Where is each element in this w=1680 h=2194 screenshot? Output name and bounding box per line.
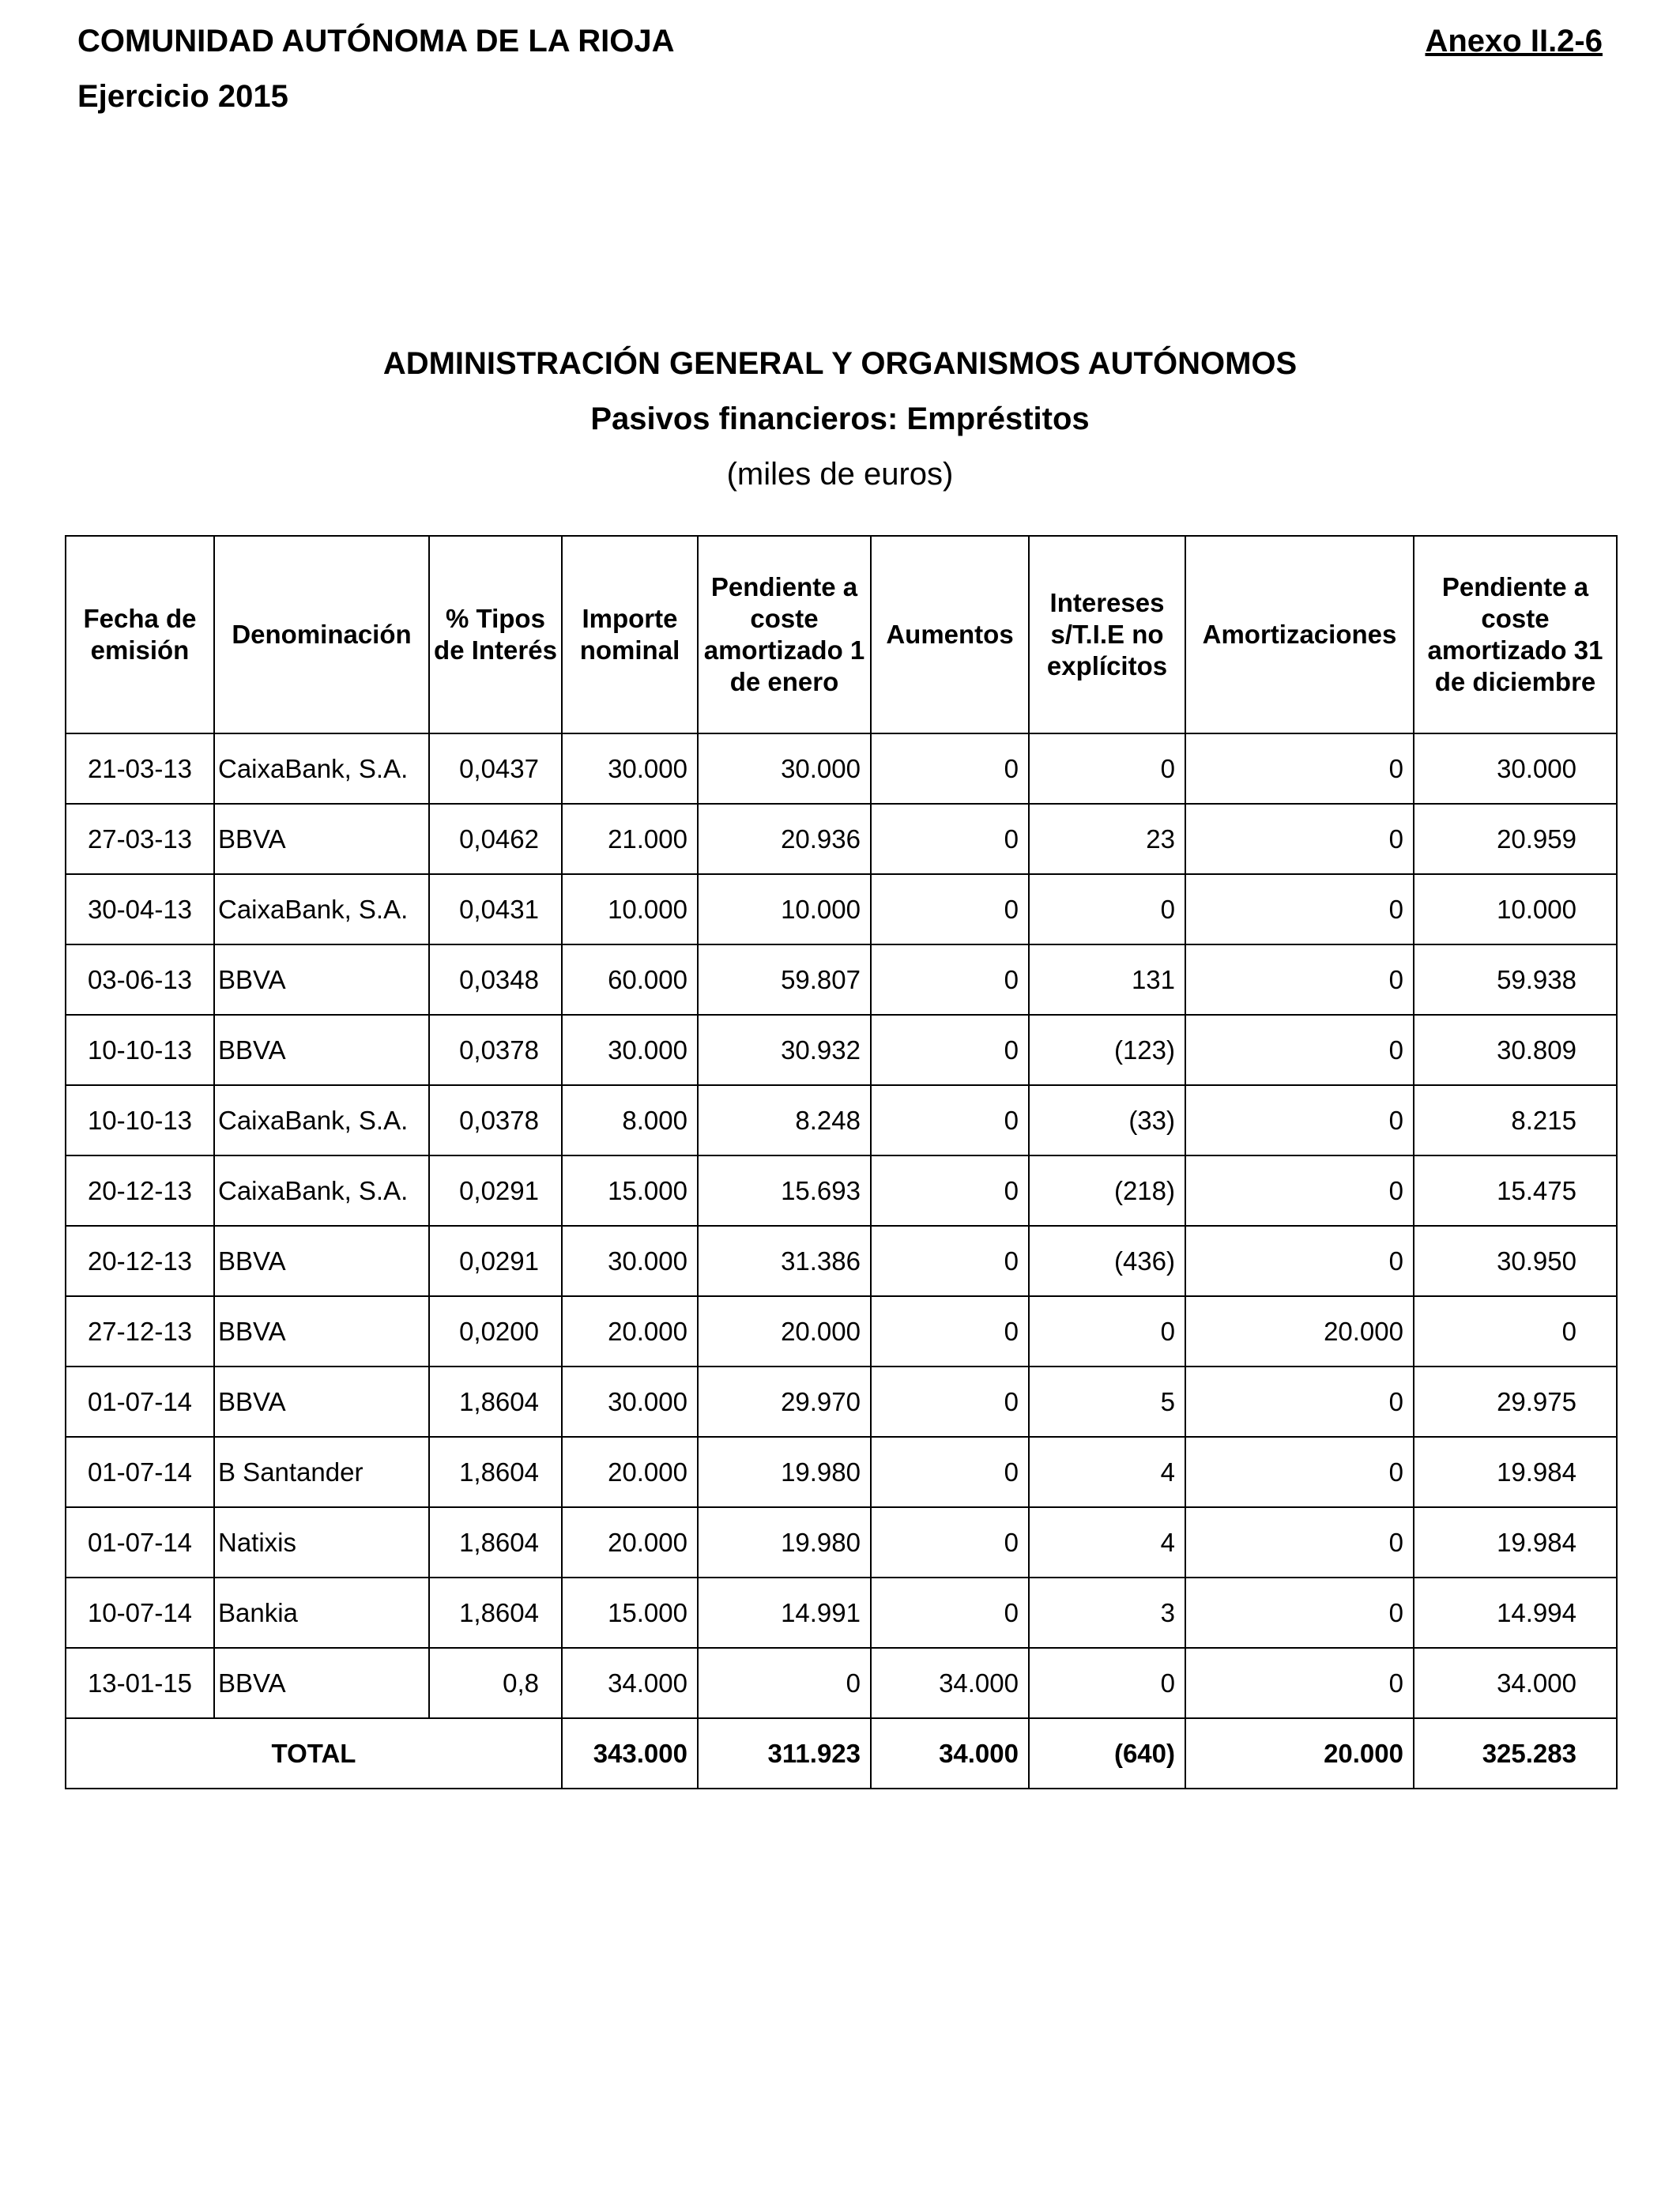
total-label: TOTAL bbox=[66, 1718, 562, 1789]
col-header-interest-tie: Intereses s/T.I.E no explícitos bbox=[1029, 536, 1185, 733]
cell-name: CaixaBank, S.A. bbox=[214, 1085, 429, 1155]
cell-nominal-amount: 21.000 bbox=[562, 804, 698, 874]
cell-interest-tie: 4 bbox=[1029, 1437, 1185, 1507]
cell-interest-tie: 5 bbox=[1029, 1367, 1185, 1437]
col-header-interest-rate: % Tipos de Interés bbox=[429, 536, 562, 733]
cell-interest-rate: 1,8604 bbox=[429, 1437, 562, 1507]
cell-interest-tie: 131 bbox=[1029, 944, 1185, 1015]
cell-nominal-amount: 8.000 bbox=[562, 1085, 698, 1155]
fiscal-year: Ejercicio 2015 bbox=[77, 79, 288, 114]
cell-pending-jan: 30.000 bbox=[698, 733, 871, 804]
cell-pending-dec: 0 bbox=[1414, 1296, 1617, 1367]
cell-pending-jan: 59.807 bbox=[698, 944, 871, 1015]
cell-interest-rate: 1,8604 bbox=[429, 1367, 562, 1437]
cell-increases: 0 bbox=[871, 874, 1029, 944]
table-row bbox=[66, 1226, 1617, 1296]
cell-amortizations: 0 bbox=[1185, 1437, 1414, 1507]
cell-amortizations: 0 bbox=[1185, 874, 1414, 944]
cell-nominal-amount: 15.000 bbox=[562, 1578, 698, 1648]
cell-interest-rate: 0,0437 bbox=[429, 733, 562, 804]
subtitle: Pasivos financieros: Empréstitos bbox=[590, 401, 1090, 436]
table-row bbox=[66, 1085, 1617, 1155]
cell-pending-dec: 59.938 bbox=[1414, 944, 1617, 1015]
table-body bbox=[66, 733, 1617, 1789]
cell-nominal-amount: 20.000 bbox=[562, 1296, 698, 1367]
cell-pending-jan: 19.980 bbox=[698, 1507, 871, 1578]
cell-pending-jan: 19.980 bbox=[698, 1437, 871, 1507]
cell-name: BBVA bbox=[214, 804, 429, 874]
cell-amortizations: 0 bbox=[1185, 804, 1414, 874]
cell-issue-date: 10-07-14 bbox=[66, 1578, 214, 1648]
cell-interest-rate: 0,0378 bbox=[429, 1015, 562, 1085]
cell-issue-date: 10-10-13 bbox=[66, 1085, 214, 1155]
cell-name: Bankia bbox=[214, 1578, 429, 1648]
cell-interest-rate: 0,0200 bbox=[429, 1296, 562, 1367]
cell-name: BBVA bbox=[214, 944, 429, 1015]
cell-interest-tie: (33) bbox=[1029, 1085, 1185, 1155]
table-row bbox=[66, 1015, 1617, 1085]
cell-amortizations: 0 bbox=[1185, 1578, 1414, 1648]
cell-issue-date: 21-03-13 bbox=[66, 733, 214, 804]
table-row bbox=[66, 1648, 1617, 1718]
cell-increases: 0 bbox=[871, 1507, 1029, 1578]
cell-pending-dec: 30.950 bbox=[1414, 1226, 1617, 1296]
table-row bbox=[66, 1296, 1617, 1367]
cell-issue-date: 20-12-13 bbox=[66, 1226, 214, 1296]
cell-name: CaixaBank, S.A. bbox=[214, 733, 429, 804]
cell-interest-tie: 0 bbox=[1029, 874, 1185, 944]
cell-pending-jan: 15.693 bbox=[698, 1155, 871, 1226]
cell-nominal-amount: 20.000 bbox=[562, 1507, 698, 1578]
table-row bbox=[66, 733, 1617, 804]
cell-interest-tie: (436) bbox=[1029, 1226, 1185, 1296]
cell-name: Natixis bbox=[214, 1507, 429, 1578]
cell-increases: 0 bbox=[871, 1367, 1029, 1437]
cell-pending-jan: 10.000 bbox=[698, 874, 871, 944]
table-row bbox=[66, 1578, 1617, 1648]
annex-reference: Anexo II.2-6 bbox=[1425, 24, 1603, 58]
cell-amortizations: 0 bbox=[1185, 1648, 1414, 1718]
cell-pending-dec: 19.984 bbox=[1414, 1437, 1617, 1507]
cell-increases: 0 bbox=[871, 1085, 1029, 1155]
units-note: (miles de euros) bbox=[726, 457, 954, 492]
total-row bbox=[66, 1718, 1617, 1789]
col-header-increases: Aumentos bbox=[871, 536, 1029, 733]
cell-issue-date: 10-10-13 bbox=[66, 1015, 214, 1085]
cell-pending-dec: 15.475 bbox=[1414, 1155, 1617, 1226]
cell-interest-tie: 3 bbox=[1029, 1578, 1185, 1648]
total-pending-dec: 325.283 bbox=[1414, 1718, 1617, 1789]
total-nominal-amount: 343.000 bbox=[562, 1718, 698, 1789]
cell-interest-tie: 0 bbox=[1029, 1296, 1185, 1367]
cell-name: CaixaBank, S.A. bbox=[214, 874, 429, 944]
cell-pending-dec: 10.000 bbox=[1414, 874, 1617, 944]
cell-increases: 0 bbox=[871, 944, 1029, 1015]
cell-pending-jan: 20.000 bbox=[698, 1296, 871, 1367]
cell-amortizations: 20.000 bbox=[1185, 1296, 1414, 1367]
cell-interest-rate: 0,0431 bbox=[429, 874, 562, 944]
cell-amortizations: 0 bbox=[1185, 1155, 1414, 1226]
col-header-pending-dec: Pendiente a coste amortizado 31 de diciembre bbox=[1414, 536, 1617, 733]
cell-pending-jan: 20.936 bbox=[698, 804, 871, 874]
cell-name: BBVA bbox=[214, 1226, 429, 1296]
cell-interest-tie: 4 bbox=[1029, 1507, 1185, 1578]
cell-pending-dec: 8.215 bbox=[1414, 1085, 1617, 1155]
cell-issue-date: 30-04-13 bbox=[66, 874, 214, 944]
cell-interest-tie: 23 bbox=[1029, 804, 1185, 874]
total-pending-jan: 311.923 bbox=[698, 1718, 871, 1789]
cell-issue-date: 01-07-14 bbox=[66, 1367, 214, 1437]
cell-issue-date: 13-01-15 bbox=[66, 1648, 214, 1718]
cell-name: BBVA bbox=[214, 1015, 429, 1085]
cell-pending-jan: 30.932 bbox=[698, 1015, 871, 1085]
cell-pending-dec: 34.000 bbox=[1414, 1648, 1617, 1718]
cell-amortizations: 0 bbox=[1185, 1015, 1414, 1085]
cell-name: BBVA bbox=[214, 1296, 429, 1367]
cell-increases: 0 bbox=[871, 1296, 1029, 1367]
organization-name: COMUNIDAD AUTÓNOMA DE LA RIOJA bbox=[77, 24, 675, 58]
cell-interest-rate: 1,8604 bbox=[429, 1578, 562, 1648]
col-header-issue-date: Fecha de emisión bbox=[66, 536, 214, 733]
cell-increases: 0 bbox=[871, 1015, 1029, 1085]
cell-amortizations: 0 bbox=[1185, 1085, 1414, 1155]
cell-interest-rate: 0,0291 bbox=[429, 1226, 562, 1296]
cell-name: CaixaBank, S.A. bbox=[214, 1155, 429, 1226]
cell-increases: 0 bbox=[871, 1437, 1029, 1507]
cell-increases: 0 bbox=[871, 1155, 1029, 1226]
total-interest-tie: (640) bbox=[1029, 1718, 1185, 1789]
cell-issue-date: 03-06-13 bbox=[66, 944, 214, 1015]
cell-pending-jan: 31.386 bbox=[698, 1226, 871, 1296]
cell-nominal-amount: 60.000 bbox=[562, 944, 698, 1015]
cell-pending-dec: 20.959 bbox=[1414, 804, 1617, 874]
cell-nominal-amount: 30.000 bbox=[562, 1015, 698, 1085]
cell-increases: 0 bbox=[871, 804, 1029, 874]
cell-pending-dec: 14.994 bbox=[1414, 1578, 1617, 1648]
cell-pending-jan: 14.991 bbox=[698, 1578, 871, 1648]
table-row bbox=[66, 1507, 1617, 1578]
cell-amortizations: 0 bbox=[1185, 733, 1414, 804]
cell-amortizations: 0 bbox=[1185, 1226, 1414, 1296]
cell-issue-date: 01-07-14 bbox=[66, 1507, 214, 1578]
cell-interest-rate: 0,0348 bbox=[429, 944, 562, 1015]
cell-issue-date: 20-12-13 bbox=[66, 1155, 214, 1226]
cell-interest-rate: 0,0291 bbox=[429, 1155, 562, 1226]
cell-amortizations: 0 bbox=[1185, 944, 1414, 1015]
cell-nominal-amount: 10.000 bbox=[562, 874, 698, 944]
table-row bbox=[66, 804, 1617, 874]
cell-pending-dec: 29.975 bbox=[1414, 1367, 1617, 1437]
cell-increases: 0 bbox=[871, 733, 1029, 804]
col-header-amortizations: Amortizaciones bbox=[1185, 536, 1414, 733]
cell-interest-rate: 1,8604 bbox=[429, 1507, 562, 1578]
cell-issue-date: 27-12-13 bbox=[66, 1296, 214, 1367]
cell-nominal-amount: 30.000 bbox=[562, 733, 698, 804]
cell-nominal-amount: 20.000 bbox=[562, 1437, 698, 1507]
cell-pending-jan: 8.248 bbox=[698, 1085, 871, 1155]
cell-name: BBVA bbox=[214, 1648, 429, 1718]
cell-issue-date: 01-07-14 bbox=[66, 1437, 214, 1507]
cell-interest-tie: 0 bbox=[1029, 1648, 1185, 1718]
table-row bbox=[66, 944, 1617, 1015]
table-row bbox=[66, 874, 1617, 944]
cell-increases: 0 bbox=[871, 1226, 1029, 1296]
cell-pending-dec: 19.984 bbox=[1414, 1507, 1617, 1578]
cell-interest-rate: 0,0378 bbox=[429, 1085, 562, 1155]
cell-nominal-amount: 15.000 bbox=[562, 1155, 698, 1226]
title-block bbox=[0, 336, 1680, 502]
col-header-pending-jan: Pendiente a coste amortizado 1 de enero bbox=[698, 536, 871, 733]
table-row bbox=[66, 1437, 1617, 1507]
cell-increases: 34.000 bbox=[871, 1648, 1029, 1718]
cell-increases: 0 bbox=[871, 1578, 1029, 1648]
table-header-row bbox=[66, 536, 1617, 733]
cell-name: B Santander bbox=[214, 1437, 429, 1507]
main-title: ADMINISTRACIÓN GENERAL Y ORGANISMOS AUTÓNOMOS bbox=[382, 346, 1298, 381]
cell-pending-dec: 30.000 bbox=[1414, 733, 1617, 804]
cell-nominal-amount: 30.000 bbox=[562, 1226, 698, 1296]
cell-interest-tie: (123) bbox=[1029, 1015, 1185, 1085]
cell-interest-tie: (218) bbox=[1029, 1155, 1185, 1226]
borrowings-table bbox=[65, 535, 1618, 1789]
cell-issue-date: 27-03-13 bbox=[66, 804, 214, 874]
col-header-name: Denominación bbox=[214, 536, 429, 733]
total-increases: 34.000 bbox=[871, 1718, 1029, 1789]
cell-pending-dec: 30.809 bbox=[1414, 1015, 1617, 1085]
cell-amortizations: 0 bbox=[1185, 1367, 1414, 1437]
cell-interest-rate: 0,0462 bbox=[429, 804, 562, 874]
cell-pending-jan: 0 bbox=[698, 1648, 871, 1718]
cell-interest-rate: 0,8 bbox=[429, 1648, 562, 1718]
col-header-nominal-amount: Importe nominal bbox=[562, 536, 698, 733]
cell-pending-jan: 29.970 bbox=[698, 1367, 871, 1437]
cell-nominal-amount: 34.000 bbox=[562, 1648, 698, 1718]
cell-interest-tie: 0 bbox=[1029, 733, 1185, 804]
table-row bbox=[66, 1155, 1617, 1226]
cell-name: BBVA bbox=[214, 1367, 429, 1437]
cell-nominal-amount: 30.000 bbox=[562, 1367, 698, 1437]
table-row bbox=[66, 1367, 1617, 1437]
cell-amortizations: 0 bbox=[1185, 1507, 1414, 1578]
total-amortizations: 20.000 bbox=[1185, 1718, 1414, 1789]
